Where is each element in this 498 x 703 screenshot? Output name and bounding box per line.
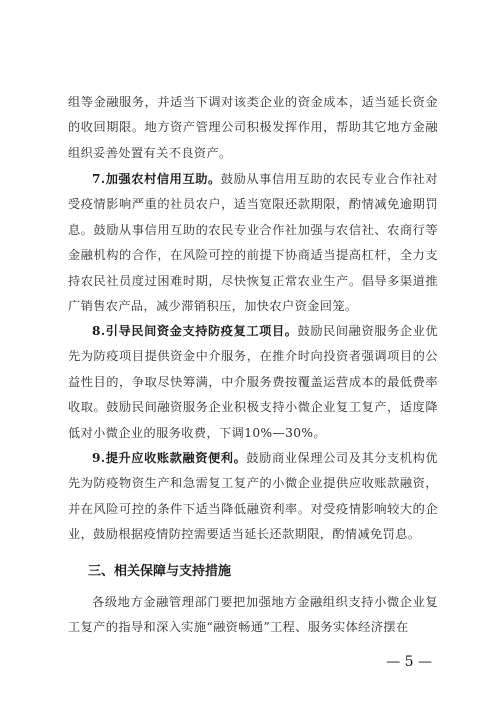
- page-number: — 5 —: [386, 654, 432, 670]
- paragraph-final: [68, 590, 438, 641]
- item-7-body: 鼓励从事信用互助的农民专业合作社对受疫情影响严重的社员农户，适当宽限还款期限，酌情减免逾期罚息。鼓励从事信用互助的农民专业合作社加强与农信社、农商行等金融机构的合作，在风险可控的前提下协商适当提高杠杆，全力支持农民社员度过困难时期，尽快恢复正常农业生产。倡导多渠道推广销售农产品，减少滞销积压，加快农户资金回笼。: [68, 172, 438, 314]
- paragraph-item-7: [68, 167, 438, 319]
- paragraph-item-8: [68, 319, 438, 446]
- paragraph-intro: [68, 90, 438, 166]
- item-8-heading: 8.引导民间资金支持防疫复工项目。: [92, 324, 298, 338]
- item-8-body: 鼓励民间融资服务企业优先为防疫项目提供资金中介服务，在推介时向投资者强调项目的公益性目的，争取尽快筹满，中介服务费按覆盖运营成本的最低费率收取。鼓励民间融资服务企业积极支持小微企业复工复产，适度降低对小微企业的服务收费，下调10%—30%。: [68, 324, 438, 440]
- paragraph-final-text: 各级地方金融管理部门要把加强地方金融组织支持小微企业复工复产的指导和深入实施“融资畅通”工程、服务实体经济摆在: [68, 595, 438, 635]
- item-7-heading: 7.加强农村信用互助。: [92, 172, 221, 186]
- paragraph-item-9: [68, 446, 438, 548]
- item-9-body: 鼓励商业保理公司及其分支机构优先为防疫物资生产和急需复工复产的小微企业提供应收账款融资，并在风险可控的条件下适当降低融资利率。对受疫情影响较大的企业，鼓励根据疫情防控需要适当延长还款期限，酌情减免罚息。: [68, 451, 438, 542]
- item-9-heading: 9.提升应收账款融资便利。: [92, 451, 247, 465]
- paragraph-intro-text: 组等金融服务，并适当下调对该类企业的资金成本，适当延长资金的收回期限。地方资产管理公司积极发挥作用，帮助其它地方金融组织妥善处置有关不良资产。: [68, 95, 438, 160]
- section-3-heading: 三、相关保障与支持措施: [88, 564, 232, 579]
